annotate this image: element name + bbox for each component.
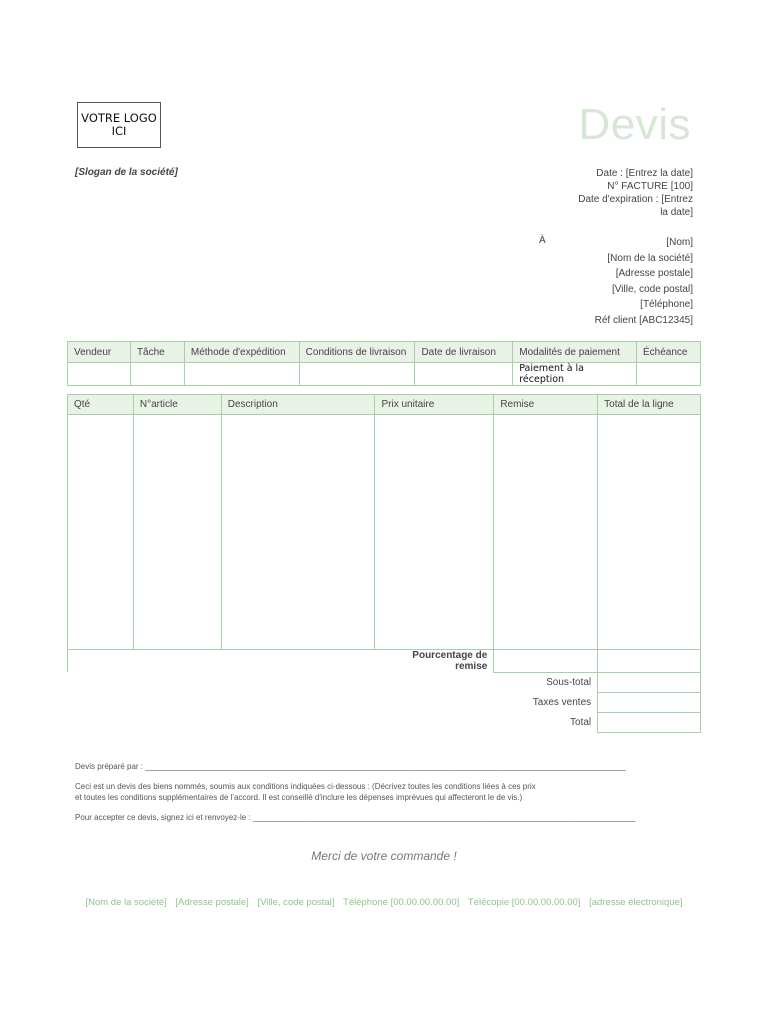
quote-meta [553, 167, 693, 219]
subtotal-value[interactable] [598, 672, 701, 693]
cell-vendeur[interactable] [68, 363, 131, 386]
conditions-line2: et toutes les conditions supplémentaires de l'accord. Il est conseillé d'inclure les dépenses imprévues qui affecteront le de vis.) [75, 793, 523, 802]
footer-email: [adresse électronique] [589, 897, 683, 908]
cell-echeance[interactable] [636, 363, 700, 386]
cell-remise[interactable] [494, 415, 598, 650]
header-vendeur: Vendeur [68, 342, 131, 363]
document-title: Devis [578, 100, 691, 149]
header-qte: Qté [68, 395, 134, 415]
recipient-city: [Ville, code postal] [612, 283, 693, 295]
cell-total-ligne[interactable] [598, 415, 701, 650]
subtotal-row [68, 672, 701, 693]
expiry-date-line2: la date] [660, 207, 693, 218]
table-header-row [68, 342, 701, 363]
header-modalites-paiement: Modalités de paiement [513, 342, 637, 363]
cell-methode-expedition[interactable] [184, 363, 299, 386]
discount-row [68, 650, 701, 673]
thank-you-message: Merci de votre commande ! [311, 849, 457, 863]
header-article: N°article [133, 395, 221, 415]
header-remise: Remise [494, 395, 598, 415]
recipient-address [553, 235, 693, 328]
cell-qte[interactable] [68, 415, 134, 650]
conditions-line1: Ceci est un devis des biens nommés, soumis aux conditions indiquées ci-dessous : (Décrivez toutes les conditions liées à ces prix [75, 782, 536, 791]
logo-placeholder [77, 102, 161, 148]
total-value[interactable] [598, 713, 701, 733]
footer-fax: Télécopie [00.00.00.00.00] [467, 897, 581, 908]
header-description: Description [221, 395, 375, 415]
recipient-label: À [539, 235, 546, 246]
invoice-number: N° FACTURE [100] [607, 181, 693, 192]
expiry-date-line1: Date d'expiration : [Entrez [578, 194, 693, 205]
cell-article[interactable] [133, 415, 221, 650]
prepared-by-line[interactable]: Devis préparé par : ____________________________________________________________________________________________________________ [75, 762, 626, 771]
footer-contact [0, 897, 768, 908]
discount-label: Pourcentage de remise [412, 650, 488, 672]
table-row [68, 415, 701, 650]
recipient-street: [Adresse postale] [615, 268, 693, 279]
discount-value[interactable] [494, 650, 598, 673]
cell-description[interactable] [221, 415, 375, 650]
table-header-row [68, 395, 701, 415]
recipient-company: [Nom de la société] [607, 252, 693, 264]
header-methode-expedition: Méthode d'expédition [184, 342, 299, 363]
header-conditions-livraison: Conditions de livraison [299, 342, 415, 363]
company-slogan: [Slogan de la société] [75, 167, 178, 178]
cell-conditions-livraison[interactable] [299, 363, 415, 386]
logo-line1: VOTRE LOGO [81, 111, 157, 125]
footer-phone: Téléphone [00.00.00.00.00] [343, 897, 460, 908]
header-total-ligne: Total de la ligne [598, 395, 701, 415]
subtotal-label: Sous-total [546, 677, 592, 688]
acceptance-signature-line[interactable]: Pour accepter ce devis, signez ici et renvoyez-le : ______________________________________________________________________________________ [75, 813, 636, 822]
recipient-phone: [Téléphone] [640, 299, 693, 310]
cell-prix-unitaire[interactable] [375, 415, 494, 650]
cell-date-livraison[interactable] [415, 363, 513, 386]
logo-line2: ICI [111, 124, 127, 138]
header-prix-unitaire: Prix unitaire [375, 395, 494, 415]
client-reference: Réf client [ABC12345] [594, 314, 693, 326]
header-echeance: Échéance [636, 342, 700, 363]
sales-tax-label: Taxes ventes [532, 697, 592, 708]
line-items-table [67, 394, 701, 733]
table-row [68, 363, 701, 386]
total-label: Total [570, 717, 592, 728]
sales-tax-row [68, 693, 701, 713]
recipient-name: [Nom] [666, 237, 693, 248]
total-row [68, 713, 701, 733]
cell-modalites-paiement[interactable]: Paiement à la réception [513, 363, 637, 386]
footer-company: [Nom de la société] [85, 897, 167, 908]
header-date-livraison: Date de livraison [415, 342, 513, 363]
cell-tache[interactable] [130, 363, 184, 386]
header-tache: Tâche [130, 342, 184, 363]
footer-address: [Adresse postale] [175, 897, 249, 908]
shipping-terms-table [67, 341, 701, 386]
footer-city: [Ville, code postal] [257, 897, 335, 908]
conditions-text [75, 781, 536, 803]
sales-tax-value[interactable] [598, 693, 701, 713]
discount-total[interactable] [598, 650, 701, 673]
quote-date: Date : [Entrez la date] [596, 168, 693, 179]
